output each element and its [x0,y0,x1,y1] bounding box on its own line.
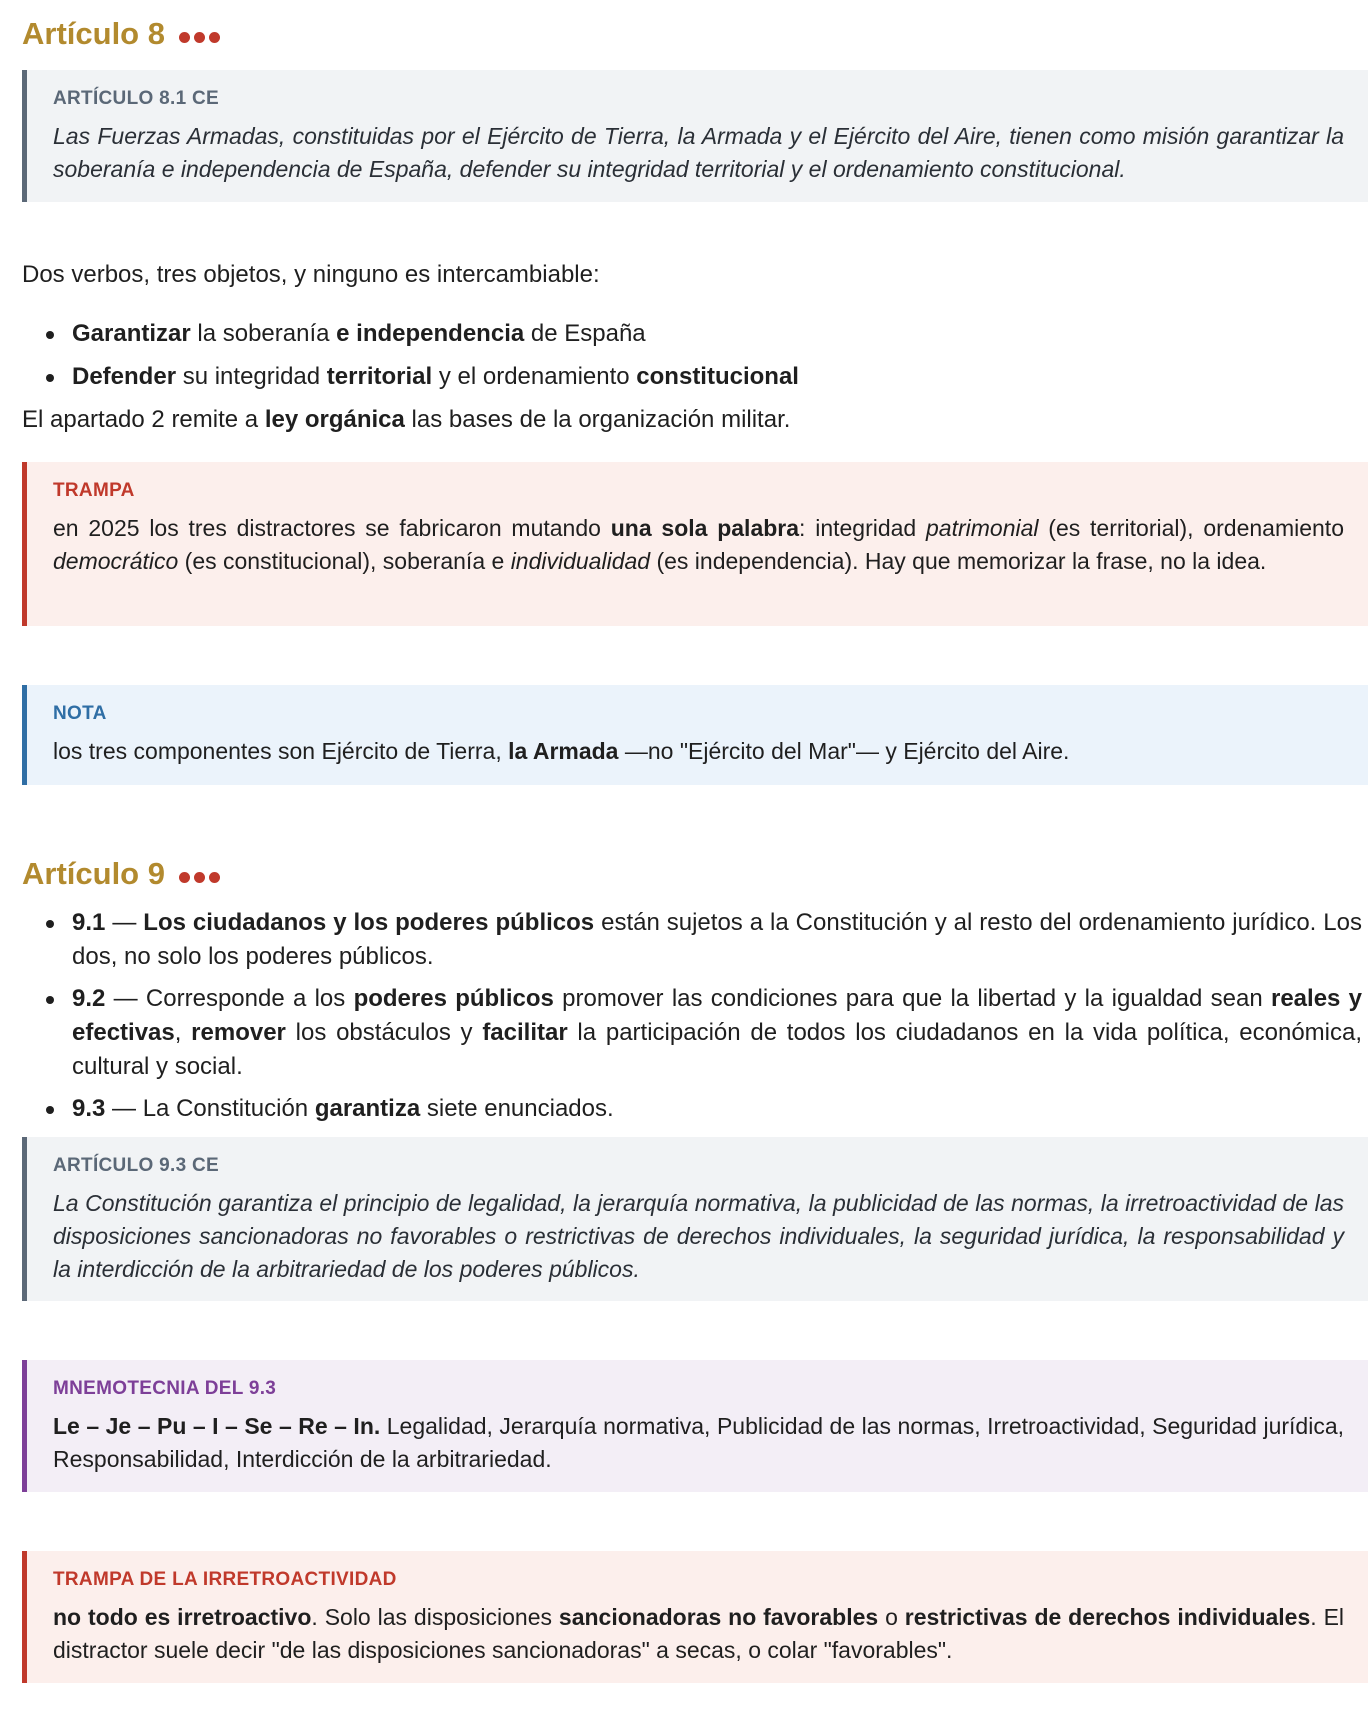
bold-text: 9.2 [72,985,106,1012]
mnemonic-box-9-3 [22,1360,1368,1492]
law-box-9-3 [22,1137,1368,1301]
article-8-heading [22,14,220,54]
article-8-bullet-list [22,317,1362,394]
italic-text: democrático [53,548,179,574]
bold-text: Le – Je – Pu – I – Se – Re – In. [53,1413,381,1439]
bold-text: remover [191,1019,286,1046]
importance-dots-icon [179,872,220,883]
bold-text: una sola palabra [610,515,800,541]
bold-text: constitucional [636,363,799,390]
trap-text: no todo es irretroactivo. Solo las disposiciones sancionadoras no favorables o restrictivas de derechos individuales. El distractor suele decir "de las disposiciones sancionadoras" a secas, o colar "favorables". [53,1604,1345,1663]
trap-box-article-8 [22,462,1368,626]
bold-text: Los ciudadanos y los poderes públicos [143,909,595,936]
trap-label: TRAMPA [53,480,135,501]
bold-text: sancionadoras no favorables [558,1604,879,1630]
law-box-label: ARTÍCULO 9.3 CE [53,1155,220,1176]
bold-text: e independencia [336,320,525,347]
bold-text: restrictivas de derechos individuales [904,1604,1311,1630]
bold-text: Defender [72,363,177,390]
mnemonic-label: MNEMOTECNIA DEL 9.3 [53,1378,277,1399]
bold-text: Garantizar [72,320,191,347]
list-item: 9.3 — La Constitución garantiza siete enunciados. [72,1092,1362,1126]
italic-text: individualidad [510,548,651,574]
trap-box-irretroactividad [22,1551,1368,1683]
article-9-title: Artículo 9 [22,856,165,891]
article-9-bullet-list [22,906,1362,1126]
list-item: Garantizar la soberanía e independencia de España [72,317,1362,351]
bold-text: facilitar [482,1019,568,1046]
importance-dots-icon [179,32,220,43]
list-item: Defender su integridad territorial y el ordenamiento constitucional [72,360,1362,394]
intro-paragraph: Dos verbos, tres objetos, y ninguno es intercambiable: [22,261,600,288]
italic-text: patrimonial [926,515,1039,541]
law-box-text: La Constitución garantiza el principio de legalidad, la jerarquía normativa, la publicidad de las normas, la irretroactividad de las disposiciones sancionadoras no favorables o restrictivas de derechos individuales, la seguridad jurídica, la responsabilidad y la interdicción de la arbitrariedad de los poderes públicos. [53,1190,1344,1282]
bold-text: 9.1 [72,909,106,936]
article-8-title: Artículo 8 [22,16,165,51]
bold-text: la Armada [508,738,619,764]
bold-text: no todo es irretroactivo [53,1604,312,1630]
note-text: los tres componentes son Ejército de Tierra, la Armada —no "Ejército del Mar"— y Ejército del Aire. [53,738,1070,764]
law-box-label: ARTÍCULO 8.1 CE [53,88,220,109]
bold-text: 9.3 [72,1095,106,1122]
law-box-text: Las Fuerzas Armadas, constituidas por el Ejército de Tierra, la Armada y el Ejército del Aire, tienen como misión garantizar la soberanía e independencia de España, defender su integridad territorial y el ordenamiento constitucional. [53,123,1344,182]
organic-law-paragraph: El apartado 2 remite a ley orgánica las bases de la organización militar. [22,406,791,433]
note-box-article-8 [22,685,1368,785]
trap-label: TRAMPA DE LA IRRETROACTIVIDAD [53,1569,397,1590]
bold-text: garantiza [314,1095,421,1122]
bold-text: reales y efectivas [72,985,1363,1046]
trap-text: en 2025 los tres distractores se fabricaron mutando una sola palabra: integridad patrimonial (es territorial), ordenamiento democrático (es constitucional), soberanía e individualidad (es independencia). Hay que memorizar la frase, no la idea. [53,515,1344,574]
mnemonic-text: Le – Je – Pu – I – Se – Re – In. Legalidad, Jerarquía normativa, Publicidad de las normas, Irretroactividad, Seguridad jurídica, Responsabilidad, Interdicción de la arbitrariedad. [53,1413,1345,1472]
bold-text: territorial [326,363,433,390]
article-9-heading [22,854,220,894]
note-label: NOTA [53,703,107,724]
law-box-8-1 [22,70,1368,202]
bold-text: ley orgánica [264,406,405,433]
bold-text: poderes públicos [353,985,554,1012]
list-item: 9.2 — Corresponde a los poderes públicos promover las condiciones para que la libertad y la igualdad sean reales y efectivas, remover los obstáculos y facilitar la participación de todos los ciudadanos en la vida política, económica, cultural y social. [72,982,1362,1084]
list-item: 9.1 — Los ciudadanos y los poderes públicos están sujetos a la Constitución y al resto del ordenamiento jurídico. Los dos, no solo los poderes públicos. [72,906,1362,974]
